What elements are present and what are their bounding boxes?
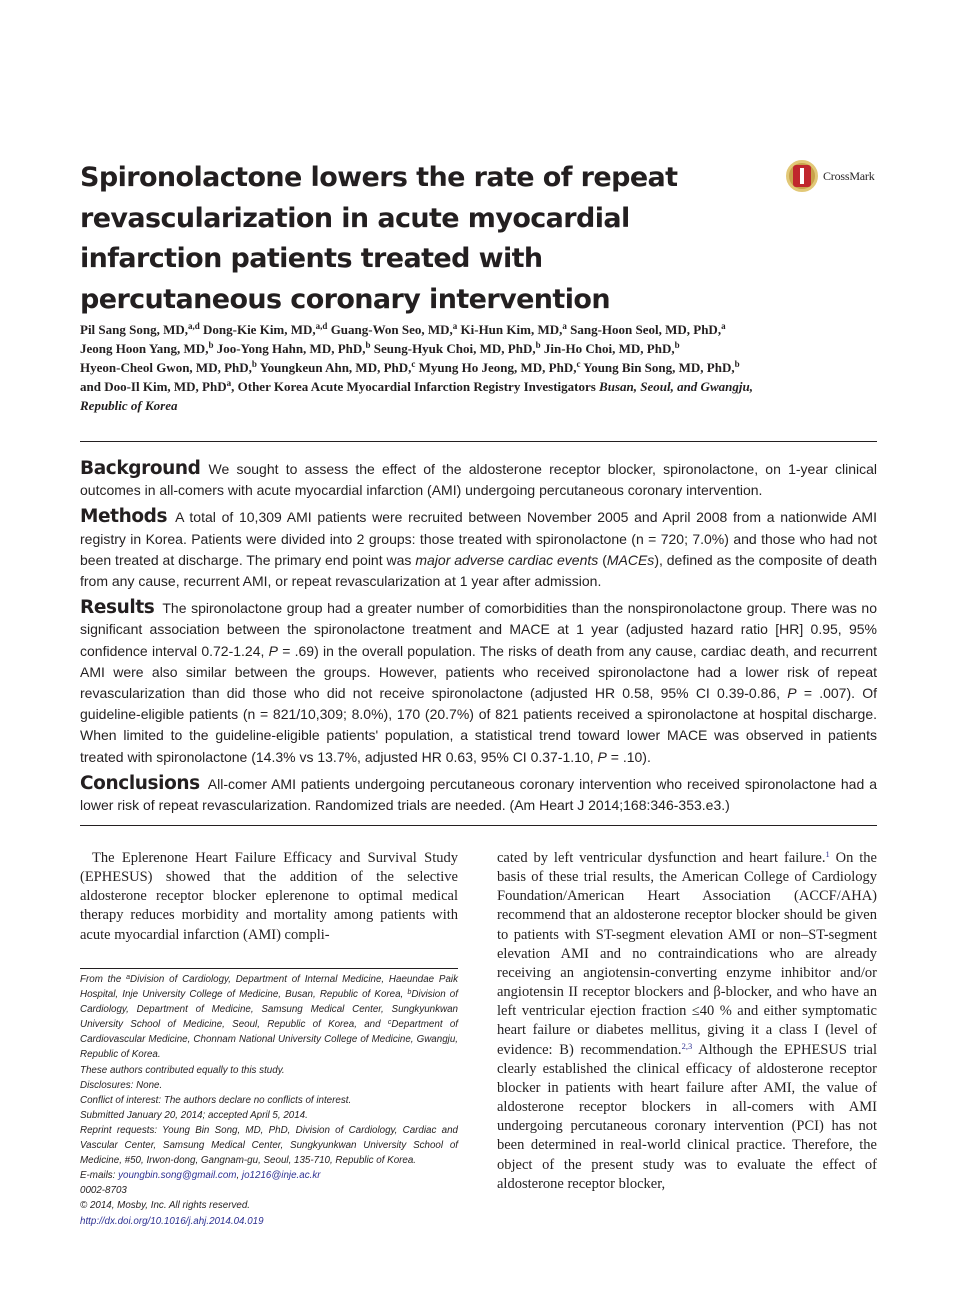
author: Jeong Hoon Yang, MD, (80, 341, 209, 356)
author: Hyeon-Cheol Gwon, MD, PhD, (80, 360, 252, 375)
results-text: = .69) in the overall population. The risks of death from any cause, cardiac death, and recurrent AMI were also similar between the groups. However, patients who received spironolactone had a lower risk of repeat revascularization than did those who did not receive spironolactone (adjusted HR 0.58, 95% CI 0.39-0.86, (80, 642, 878, 702)
body-text: cated by left ventricular dysfunction and heart failure. (497, 850, 826, 866)
author-affiliation: a (562, 321, 567, 331)
author: Joo-Yong Hahn, MD, PhD, (216, 341, 366, 356)
author-affiliation: b (251, 359, 257, 369)
issn: 0002-8703 (80, 1185, 127, 1197)
abstract-background (80, 458, 877, 501)
crossmark-badge[interactable] (786, 160, 886, 196)
author: Sang-Hoon Seol, MD, PhD, (570, 322, 722, 337)
affiliation-mark: a (126, 974, 131, 981)
author-list (80, 320, 880, 415)
affiliations (80, 972, 458, 1063)
methods-text: ( (602, 551, 607, 568)
investigators: , Other Korea Acute Myocardial Infarction Registry Investigators (231, 379, 596, 394)
body-right-column (497, 849, 877, 1194)
copyright: © 2014, Mosby, Inc. All rights reserved. (80, 1200, 251, 1212)
author: Myung Ho Jeong, MD, PhD, (418, 360, 577, 375)
reprint-requests: Reprint requests: Young Bin Song, MD, PhD, Division of Cardiology, Cardiac and Vascular Center, Samsung Medical Center, Sungkyunkwan University School of Medicine, #50, Irwon-dong, Gangnam-gu, Seoul, 135-710, Republic of Korea. (80, 1124, 458, 1167)
author: Ki-Hun Kim, MD, (460, 322, 563, 337)
author-country: Republic of Korea (80, 398, 178, 413)
author-affiliation: a,d (315, 321, 328, 331)
author-location: Busan, Seoul, and Gwangju, (599, 379, 753, 394)
emails-separator: , (236, 1170, 240, 1182)
submission-dates: Submitted January 20, 2014; accepted April 5, 2014. (80, 1109, 308, 1121)
disclosures-note: Disclosures: None. (80, 1079, 163, 1091)
affiliation-c: Department of Cardiovascular Medicine, Chonnam National University College of Medicine, Gwangju, Republic of Korea. (80, 1019, 458, 1061)
methods-text: ), defined as the composite of death from any cause, recurrent AMI, or repeat revascularization at 1 year after admission. (80, 551, 878, 590)
author-affiliation: a (452, 321, 458, 331)
reference-link[interactable]: 2,3 (681, 1040, 693, 1051)
author: Guang-Won Seo, MD, (330, 322, 453, 337)
abstract-bottom-rule (80, 825, 877, 826)
abstract-top-rule (80, 441, 877, 442)
abstract (80, 458, 877, 821)
author-affiliation: b (734, 359, 740, 369)
author-affiliation: c (576, 359, 581, 369)
crossmark-label: CrossMark (823, 169, 875, 183)
affiliation-b: Division of Cardiology, Department of Medicine, Samsung Medical Center, Sungkyunkwan University School of Medicine, Seoul, Republic of Korea, (80, 989, 458, 1031)
email-link[interactable]: jo1216@inje.ac.kr (241, 1170, 321, 1182)
affiliation-a: Division of Cardiology, Department of Internal Medicine, Haeundae Paik Hospital, Inje University College of Medicine, Busan, Republic of Korea, (80, 974, 458, 1001)
author-affiliation: a,d (188, 321, 200, 331)
author: Pil Sang Song, MD, (80, 322, 188, 337)
results-heading: Results (80, 597, 155, 619)
body-text: Although the EPHESUS trial clearly established the clinical efficacy of aldosterone receptor blocker in patients with heart failure after AMI, the value of aldosterone receptor blockers in all-comers with AMI undergoing percutaneous coronary intervention (PCI) has not been determined in real-world clinical practice. Therefore, the object of the present study was to evaluate the effect of aldosterone receptor blocker, (497, 1041, 877, 1192)
conclusions-text: All-comer AMI patients undergoing percutaneous coronary intervention who received spironolactone had a lower risk of repeat revascularization. Randomized trials are needed. (Am Heart J 2014;168:346-353.e3.) (80, 775, 877, 814)
methods-term: major adverse cardiac events (415, 551, 599, 568)
results-text: = .007). Of guideline-eligible patients (n = 821/10,309; 8.0%), 170 (20.7%) of 821 patients received a spironolactone at hospital discharge. When limited to the guideline-eligible patients' population, a statistical trend toward lower MACE was observed in patients treated with spironolactone (14.3% vs 13.7%, adjusted HR 0.63, 95% CI 0.37-1.10, (80, 685, 877, 765)
article-title: Spironolactone lowers the rate of repeat revascularization in acute myocardial infarction patients treated with percutaneous coronary intervention (80, 162, 678, 315)
p-value-label: P (787, 685, 797, 702)
emails-label: E-mails: (80, 1170, 116, 1182)
background-text: We sought to assess the effect of the aldosterone receptor blocker, spironolactone, on 1-year clinical outcomes in all-comers with acute myocardial infarction (AMI) undergoing percutaneous coronary intervention. (80, 461, 877, 499)
author: Young Bin Song, MD, PhD, (583, 360, 735, 375)
author-affiliation: b (365, 340, 371, 350)
abstract-methods (80, 506, 877, 592)
affiliation-mark: b (407, 989, 412, 997)
results-text: The spironolactone group had a greater number of comorbidities than the nonspironolactone group. There was no significant association between the spironolactone treatment and MACE at 1 year (adjusted hazard ratio [HR] 0.95, 95% confidence interval 0.72-1.24, (80, 600, 877, 659)
conflict-note: Conflict of interest: The authors declare no conflicts of interest. (80, 1094, 352, 1106)
author-affiliation: a (721, 321, 726, 331)
author: Jin-Ho Choi, MD, PhD, (543, 341, 675, 356)
background-heading: Background (80, 458, 201, 479)
methods-text: A total of 10,309 AMI patients were recruited between November 2005 and April 2008 from a nationwide AMI registry in Korea. Patients were divided into 2 groups: those treated with spironolactone (n = 720; 7.0%) and those who had not been treated at discharge. The primary end point was (80, 509, 877, 568)
body-text: On the basis of these trial results, the American College of Cardiology Foundation/American Heart Association (ACCF/AHA) recommend that an aldosterone receptor blocker should be given to patients with ST-segment elevation AMI or non–ST-segment elevation AMI and no contraindications who are already receiving an angiotensin-converting enzyme inhibitor and/or angiotensin II receptor blockers and β-blocker, and who have an left ventricular ejection fraction ≤40 % and either symptomatic heart failure or diabetes mellitus, giving it a class I (level of evidence: B) recommendation. (497, 850, 877, 1058)
affiliation-conjunction: and (364, 1019, 381, 1031)
author: Seung-Hyuk Choi, MD, PhD, (373, 341, 536, 356)
author-affiliation: b (674, 340, 680, 350)
author: and Doo-Il Kim, MD, PhD (80, 379, 227, 394)
author-affiliation: a (226, 378, 232, 388)
conclusions-heading: Conclusions (80, 772, 200, 794)
abstract-conclusions (80, 773, 877, 816)
results-text: = .10). (610, 748, 651, 765)
methods-term: MACEs (606, 551, 655, 568)
author: Youngkeun Ahn, MD, PhD, (259, 360, 412, 375)
crossmark-cross-icon (800, 168, 804, 184)
doi-link[interactable]: http://dx.doi.org/10.1016/j.ahj.2014.04.019 (80, 1215, 264, 1227)
affiliation-mark: c (387, 1019, 392, 1027)
author-affiliation: b (208, 340, 214, 350)
author: Dong-Kie Kim, MD, (203, 322, 316, 337)
body-left-column: The Eplerenone Heart Failure Efficacy and Survival Study (EPHESUS) showed that the addition of the selective aldosterone receptor blocker eplerenone to optimal medical therapy reduces morbidity and mortality among patients with acute myocardial infarction (AMI) compli- (80, 850, 458, 943)
methods-heading: Methods (80, 506, 168, 528)
footnotes (80, 972, 458, 1229)
p-value-label: P (268, 642, 278, 659)
emails (80, 1168, 458, 1183)
email-link[interactable]: youngbin.song@gmail.com (118, 1170, 237, 1182)
abstract-results (80, 597, 877, 768)
p-value-label: P (597, 748, 607, 765)
equal-contribution-note: These authors contributed equally to this study. (80, 1064, 285, 1076)
footnote-rule (80, 968, 458, 969)
affiliations-prefix: From the (80, 974, 122, 985)
reference-link[interactable]: 1 (825, 849, 830, 859)
author-affiliation: b (535, 340, 541, 350)
author-affiliation: c (411, 359, 416, 369)
